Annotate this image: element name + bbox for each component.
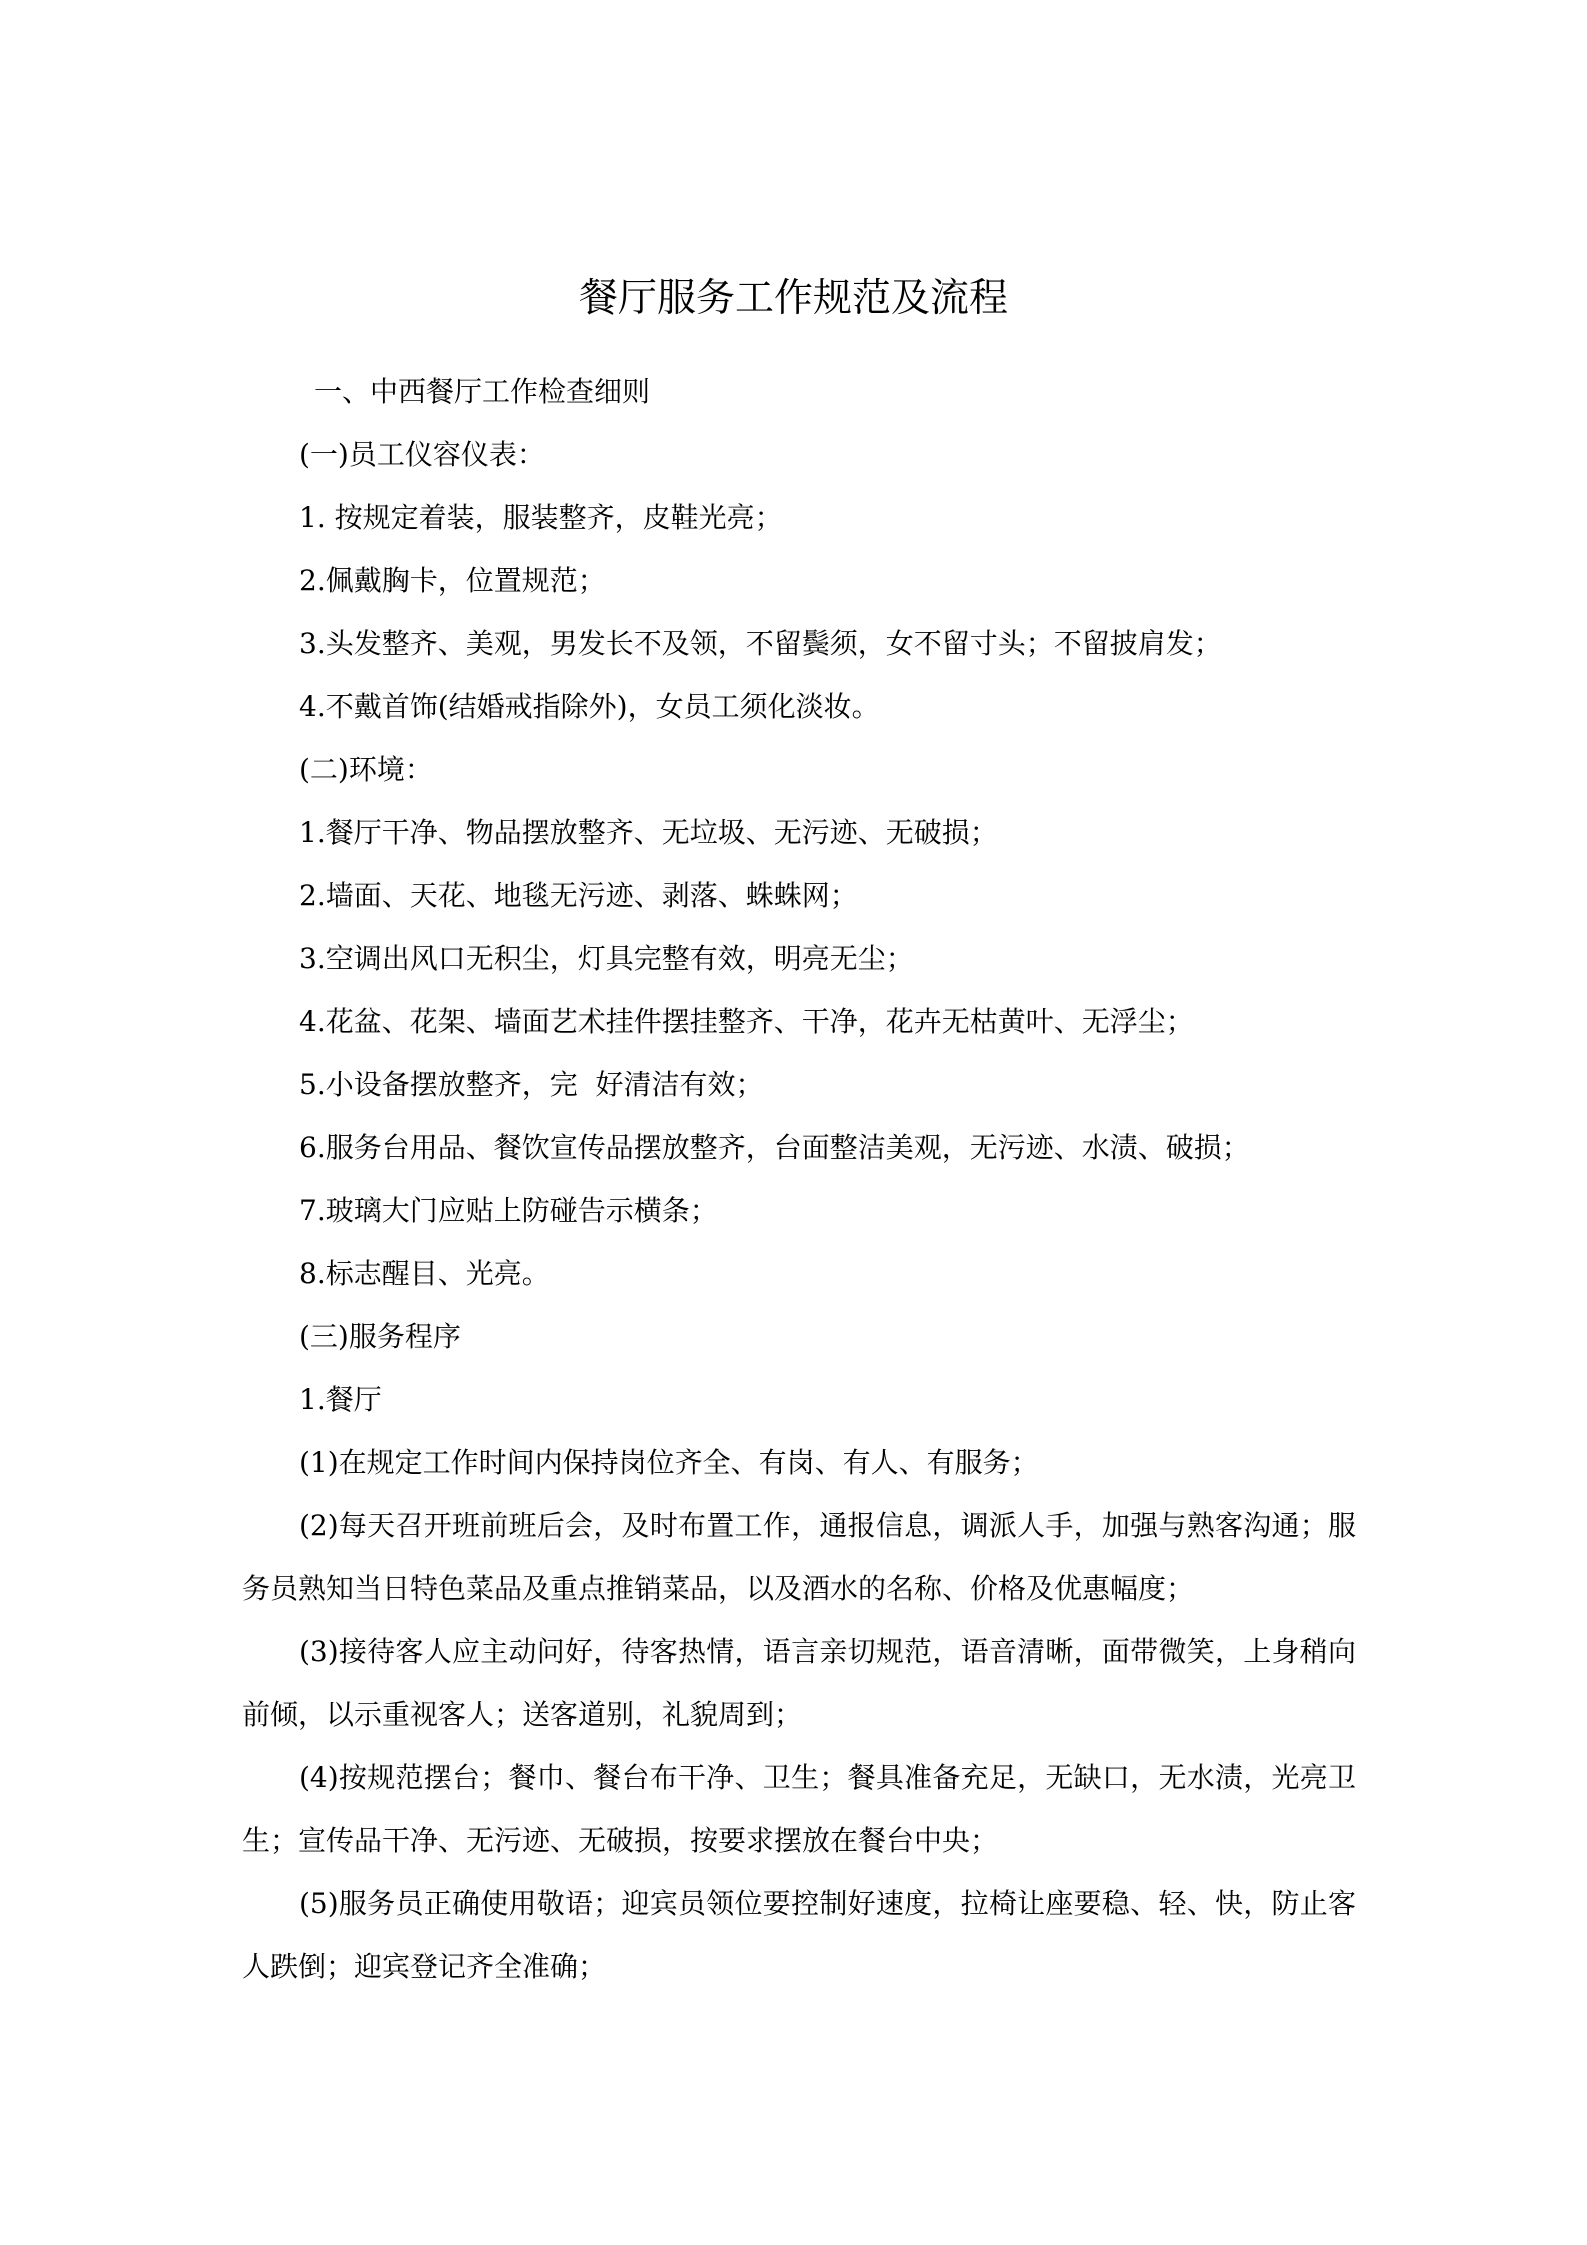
list-item: 1. 按规定着装，服装整齐，皮鞋光亮；: [299, 501, 783, 534]
list-item: 1.餐厅干净、物品摆放整齐、无垃圾、无污迹、无破损；: [299, 816, 998, 849]
list-item: 4.不戴首饰(结婚戒指除外)，女员工须化淡妆。: [299, 690, 880, 723]
list-item: 3.头发整齐、美观，男发长不及领，不留鬓须，女不留寸头；不留披肩发；: [299, 627, 1222, 660]
list-item: (1)在规定工作时间内保持岗位齐全、有岗、有人、有服务；: [299, 1446, 1039, 1479]
paragraph-line: 生；宣传品干净、无污迹、无破损，按要求摆放在餐台中央；: [242, 1824, 999, 1857]
list-item: 5.小设备摆放整齐，完 好清洁有效；: [299, 1068, 764, 1101]
paragraph-line: (5)服务员正确使用敬语；迎宾员领位要控制好速度，拉椅让座要稳、轻、快，防止客: [299, 1887, 1356, 1920]
list-item: 2.佩戴胸卡，位置规范；: [299, 564, 606, 597]
list-item: 2.墙面、天花、地毯无污迹、剥落、蛛蛛网；: [299, 879, 858, 912]
list-item: 8.标志醒目、光亮。: [299, 1257, 550, 1290]
section-heading: 一、中西餐厅工作检查细则: [314, 375, 651, 408]
list-item: 6.服务台用品、餐饮宣传品摆放整齐，台面整洁美观，无污迹、水渍、破损；: [299, 1131, 1250, 1164]
list-item: 7.玻璃大门应贴上防碰告示横条；: [299, 1194, 718, 1227]
paragraph-line: (3)接待客人应主动问好，待客热情，语言亲切规范，语音清晰，面带微笑，上身稍向: [299, 1635, 1356, 1668]
list-item: 3.空调出风口无积尘，灯具完整有效，明亮无尘；: [299, 942, 914, 975]
document-title: 餐厅服务工作规范及流程: [578, 276, 1008, 321]
subsection-heading: (一)员工仪容仪表：: [299, 438, 545, 471]
paragraph-line: (2)每天召开班前班后会，及时布置工作，通报信息，调派人手，加强与熟客沟通；服: [299, 1509, 1356, 1542]
subsection-heading: (二)环境：: [299, 753, 433, 786]
part-heading: 1.餐厅: [299, 1383, 382, 1416]
paragraph-line: 务员熟知当日特色菜品及重点推销菜品，以及酒水的名称、价格及优惠幅度；: [242, 1572, 1195, 1605]
paragraph-line: 前倾，以示重视客人；送客道别，礼貌周到；: [242, 1698, 803, 1731]
list-item: 4.花盆、花架、墙面艺术挂件摆挂整齐、干净，花卉无枯黄叶、无浮尘；: [299, 1005, 1194, 1038]
subsection-heading: (三)服务程序: [299, 1320, 461, 1353]
document-body: [242, 360, 1356, 1998]
paragraph-line: (4)按规范摆台；餐巾、餐台布干净、卫生；餐具准备充足，无缺口，无水渍，光亮卫: [299, 1761, 1356, 1794]
paragraph-line: 人跌倒；迎宾登记齐全准确；: [242, 1950, 607, 1983]
